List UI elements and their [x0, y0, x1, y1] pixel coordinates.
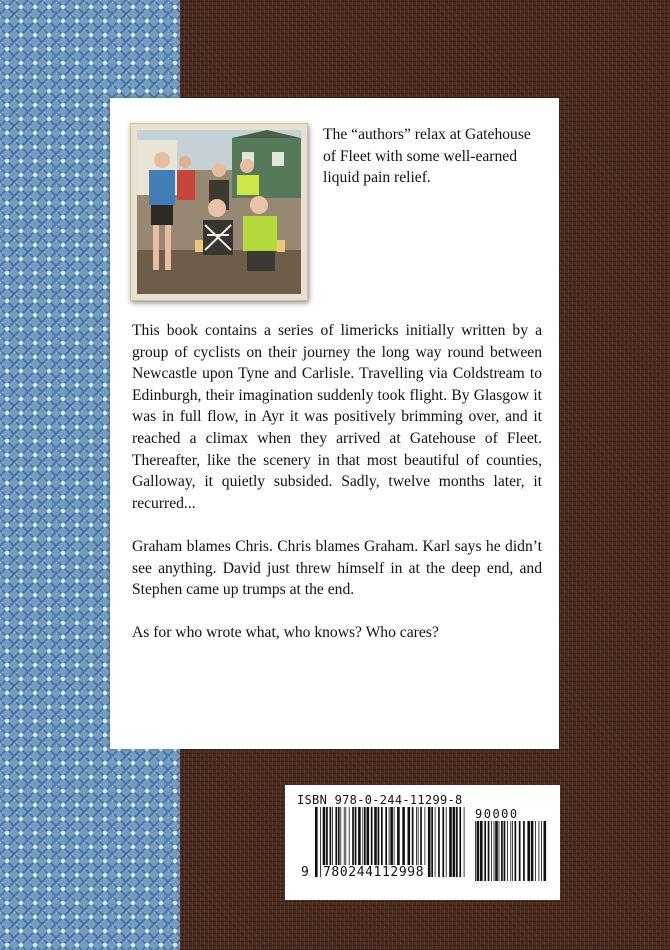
barcode-bar [442, 807, 444, 877]
barcode-bar [539, 821, 540, 881]
barcode-bar [491, 821, 492, 881]
isbn-label: ISBN 978-0-244-11299-8 [297, 793, 463, 807]
text-panel [110, 98, 559, 749]
barcode-bar [510, 821, 511, 881]
barcode-bar [456, 807, 458, 877]
barcode-bar [464, 807, 465, 877]
barcode-bar [501, 821, 503, 881]
authors-photo [130, 123, 308, 301]
blurb-paragraph-2: Graham blames Chris. Chris blames Graham. Karl says he didn’t see anything. David just threw himself in at the deep end, and Stephen came up trumps at the end. [132, 537, 542, 599]
barcode-bar [477, 821, 480, 881]
barcode-bar [504, 821, 506, 881]
barcode-bar [453, 807, 456, 877]
barcode-bar [527, 821, 530, 881]
barcode-bar [488, 821, 490, 881]
barcode-bar [431, 807, 433, 877]
blurb-paragraph-1: This book contains a series of limericks initially written by a group of cyclists on their journey the long way round between Newcastle upon Tyne and Carlisle. Travelling via Coldstream to Edinburgh, their imagination suddenly took flight. By Glasgow it was in full flow, in Ayr it was positively brimming over, and it reached a climax when they arrived at Gatehouse of Fleet. Thereafter, like the scenery in that most beautiful of counties, Galloway, it quietly subsided. Sadly, twelve months later, it recurred... [132, 322, 542, 512]
barcode-bar [507, 821, 508, 881]
price-code: 90000 [475, 807, 519, 821]
cyclists-photo-illustration [137, 130, 301, 294]
barcode-bar [484, 821, 486, 881]
addon-barcode-bars [475, 821, 547, 881]
barcode-bar [531, 821, 534, 881]
barcode-bar [523, 821, 525, 881]
barcode-bar [446, 807, 447, 877]
blurb [132, 320, 542, 666]
barcode-bar [544, 821, 547, 881]
blurb-paragraph-3: As for who wrote what, who knows? Who cares? [132, 624, 439, 642]
barcode-bar [535, 821, 536, 881]
barcode-first-digit: 9 [301, 865, 309, 880]
barcode-bar [515, 821, 517, 881]
barcode-bar [428, 807, 431, 877]
barcode-bar [494, 821, 495, 881]
barcode-bar [475, 821, 476, 881]
isbn-barcode [285, 785, 560, 900]
barcode-bar [480, 821, 483, 881]
barcode-bar [449, 807, 452, 877]
barcode-digits: 780244112998 [323, 865, 425, 880]
barcode-bar [519, 821, 521, 881]
barcode-bar [435, 807, 436, 877]
barcode-bar [512, 821, 513, 881]
barcode-bar [541, 821, 542, 881]
barcode-bar [499, 821, 500, 881]
barcode-bar [438, 807, 440, 877]
barcode-bar [315, 807, 318, 877]
barcode-bar [459, 807, 461, 877]
barcode-bar [495, 821, 498, 881]
photo-caption: The “authors” relax at Gatehouse of Fleet with some well-earned liquid pain relief. [323, 126, 531, 186]
